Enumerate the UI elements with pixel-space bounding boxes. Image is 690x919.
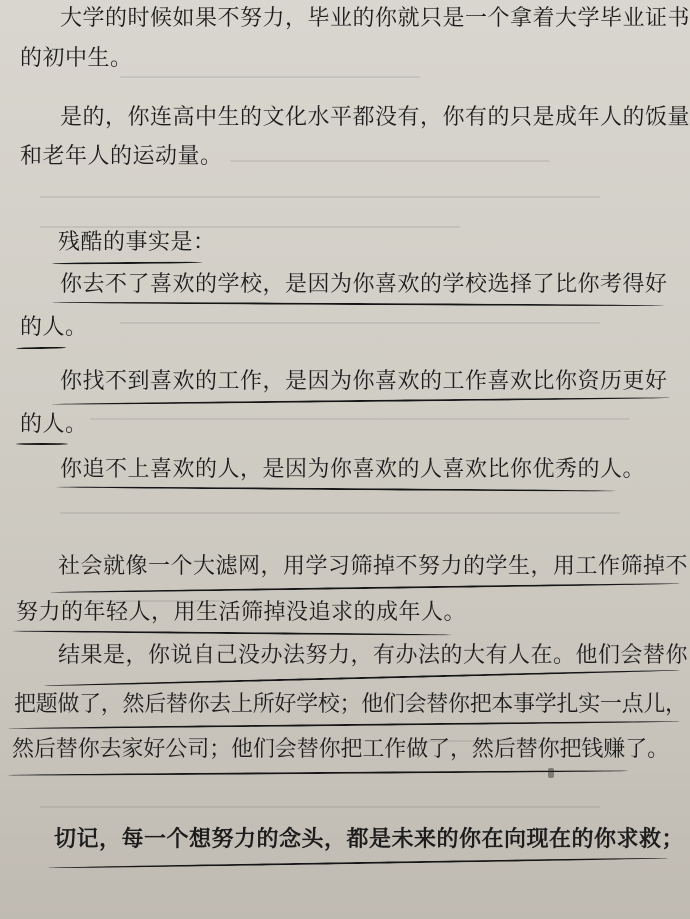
pen-underline [52,261,202,264]
pen-underline [44,669,680,687]
pen-underline [12,630,452,636]
text-line: 的人。 [20,412,88,437]
text-line: 切记，每一个想努力的念头，都是未来的你在向现在的你求救； [54,827,685,852]
text-line: 和老年人的运动量。 [20,144,223,169]
text-line: 的初中生。 [20,46,133,71]
pen-smudge [548,768,554,778]
pen-underline [52,301,664,306]
pen-underline [50,583,680,594]
pen-underline [56,486,616,492]
text-line: 结果是，你说自己没办法努力，有办法的大有人在。他们会替你 [58,643,689,668]
pen-underline [52,397,670,405]
pen-underline [8,720,680,729]
text-line: 把题做了，然后替你去上所好学校；他们会替你把本事学扎实一点儿， [14,692,687,717]
text-line: 残酷的事实是： [58,230,216,255]
text-line: 的人。 [20,315,88,340]
pen-underline [8,770,628,776]
text-line: 你找不到喜欢的工作，是因为你喜欢的工作喜欢比你资历更好 [60,369,668,394]
text-line: 然后替你去家好公司；他们会替你把工作做了，然后替你把钱赚了。 [12,737,670,762]
text-line: 大学的时候如果不努力，毕业的你就只是一个拿着大学毕业证书 [60,6,690,31]
pen-underline [48,857,668,869]
text-line: 努力的年轻人，用生活筛掉没追求的成年人。 [16,600,467,625]
text-line: 你去不了喜欢的学校，是因为你喜欢的学校选择了比你考得好 [60,272,668,297]
pen-underline [16,443,68,445]
text-line: 是的，你连高中生的文化水平都没有，你有的只是成年人的饭量 [60,105,690,130]
pen-underline [16,347,66,350]
text-line: 社会就像一个大滤网，用学习筛掉不努力的学生，用工作筛掉不 [58,554,689,579]
text-line: 你追不上喜欢的人，是因为你喜欢的人喜欢比你优秀的人。 [60,457,646,482]
